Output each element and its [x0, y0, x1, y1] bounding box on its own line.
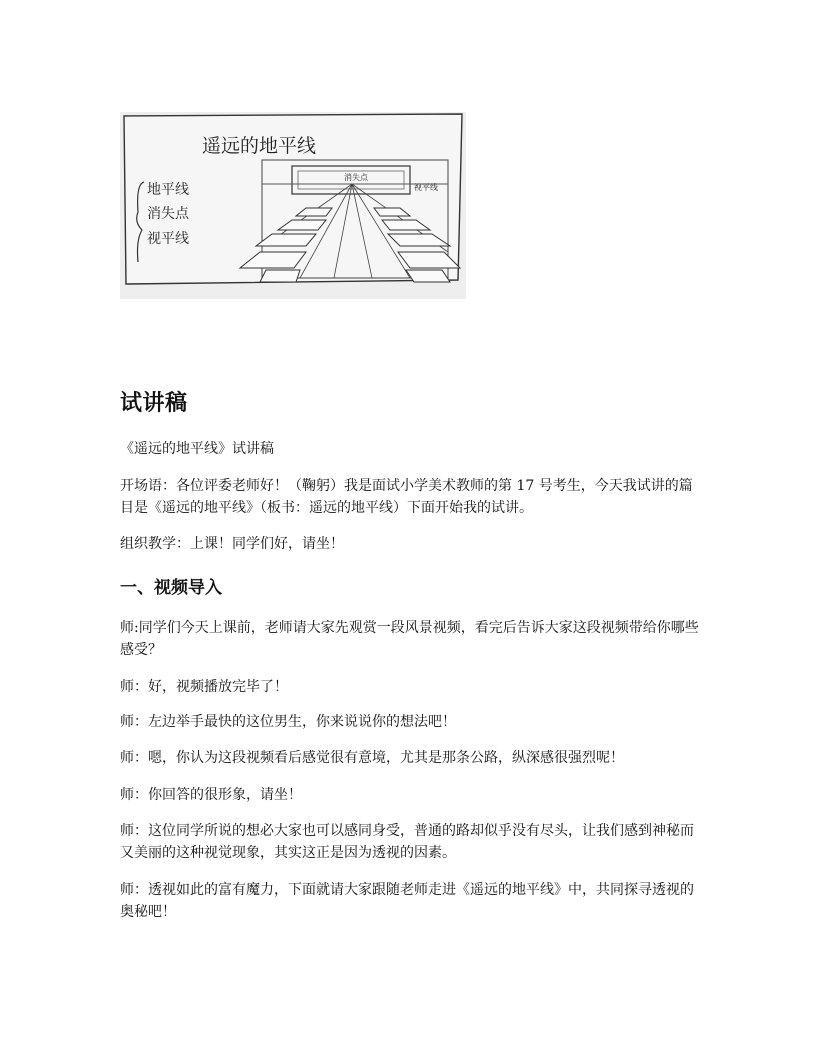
horizon-label: 视平线: [414, 183, 438, 192]
teacher-line-6: 师：这位同学所说的想必大家也可以感同身受，普通的路却似乎没有尽头，让我们感到神秘而又美丽的这种视觉现象，其实这正是因为透视的因素。: [120, 823, 694, 861]
board-title-text: 遥远的地平线: [202, 135, 317, 157]
teacher-line-7: 师：透视如此的富有魔力，下面就请大家跟随老师走进《遥远的地平线》中，共同探寻透视的奥秘吧！: [120, 882, 694, 920]
teacher-line-3: 师：左边举手最快的这位男生，你来说说你的想法吧！: [120, 714, 456, 730]
blackboard-sketch-image: [120, 112, 466, 299]
term-3: 视平线: [147, 231, 189, 247]
paragraph-organize: 组织教学：上课！同学们好，请坐！: [120, 536, 344, 552]
term-2: 消失点: [147, 206, 189, 222]
paragraph-opening: 开场语：各位评委老师好！（鞠躬）我是面试小学美术教师的第 17 号考生，今天我试讲的篇目是《遥远的地平线》（板书：遥远的地平线）下面开始我的试讲。: [120, 478, 693, 516]
perspective-sketch: [120, 112, 466, 299]
teacher-line-5: 师：你回答的很形象，请坐！: [120, 787, 302, 803]
page-title: 试讲稿: [120, 391, 188, 416]
term-1: 地平线: [147, 182, 189, 198]
paragraph-title-line: 《遥远的地平线》试讲稿: [120, 441, 274, 457]
teacher-line-2: 师：好，视频播放完毕了！: [120, 679, 288, 695]
section-heading-1: 一、视频导入: [120, 578, 222, 598]
vanishing-point-label: 消失点: [344, 173, 368, 182]
teacher-line-1: 师:同学们今天上课前，老师请大家先观赏一段风景视频，看完后告诉大家这段视频带给你哪些感受？: [120, 620, 699, 658]
teacher-line-4: 师：嗯，你认为这段视频看后感觉很有意境，尤其是那条公路，纵深感很强烈呢！: [120, 750, 624, 766]
